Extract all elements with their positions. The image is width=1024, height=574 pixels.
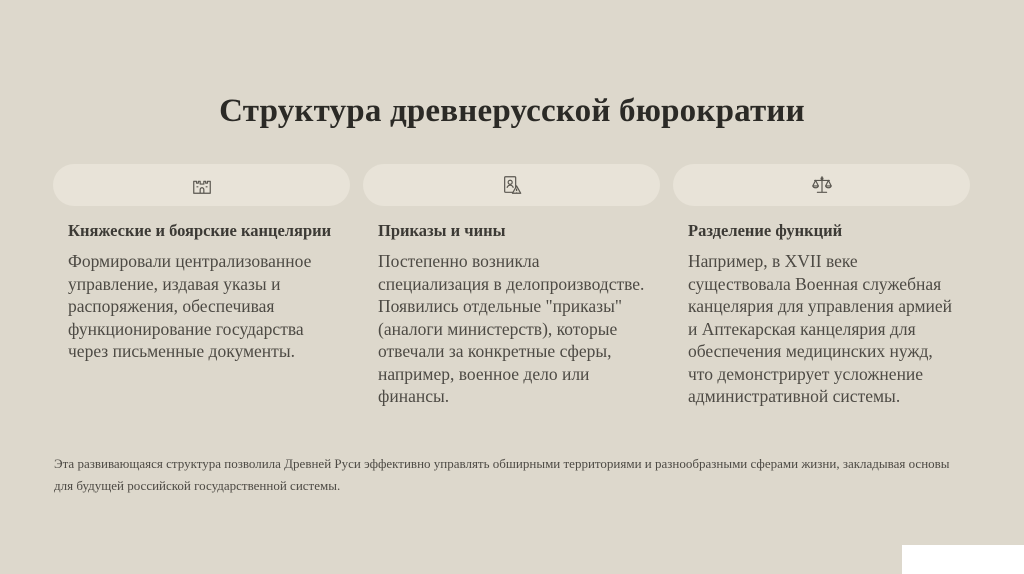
column-body: Например, в XVII веке существовала Военная служебная канцелярия для управления армией и Аптекарская канцелярия для обеспечения медицинских нужд, что демонстрирует усложнение административной системы.	[688, 251, 953, 406]
page-title: Структура древнерусской бюрократии	[219, 93, 805, 129]
icon-pill	[673, 164, 970, 206]
scales-icon	[811, 174, 833, 196]
column-body: Постепенно возникла специализация в делопроизводстве. Появились отдельные "приказы" (аналоги министерств), которые отвечали за конкретные сферы, например, военное дело или финансы.	[378, 251, 645, 406]
column-prikazy	[363, 164, 660, 408]
summary-text: Эта развивающаяся структура позволила Древней Руси эффективно управлять обширными территориями и разнообразными сферами жизни, закладывая основы для будущей российской государственной системы.	[54, 456, 950, 493]
column-heading: Приказы и чины	[378, 221, 506, 240]
icon-pill	[363, 164, 660, 206]
column-chancelleries	[53, 164, 350, 363]
column-heading: Княжеские и боярские канцелярии	[68, 221, 332, 240]
column-division	[673, 164, 970, 408]
corner-overlay	[902, 545, 1024, 574]
icon-pill	[53, 164, 350, 206]
document-warning-icon	[501, 174, 523, 196]
castle-icon	[191, 174, 213, 196]
column-body: Формировали централизованное управление, издавая указы и распоряжения, обеспечивая функционирование государства через письменные документы.	[68, 251, 312, 361]
column-heading: Разделение функций	[688, 221, 843, 240]
